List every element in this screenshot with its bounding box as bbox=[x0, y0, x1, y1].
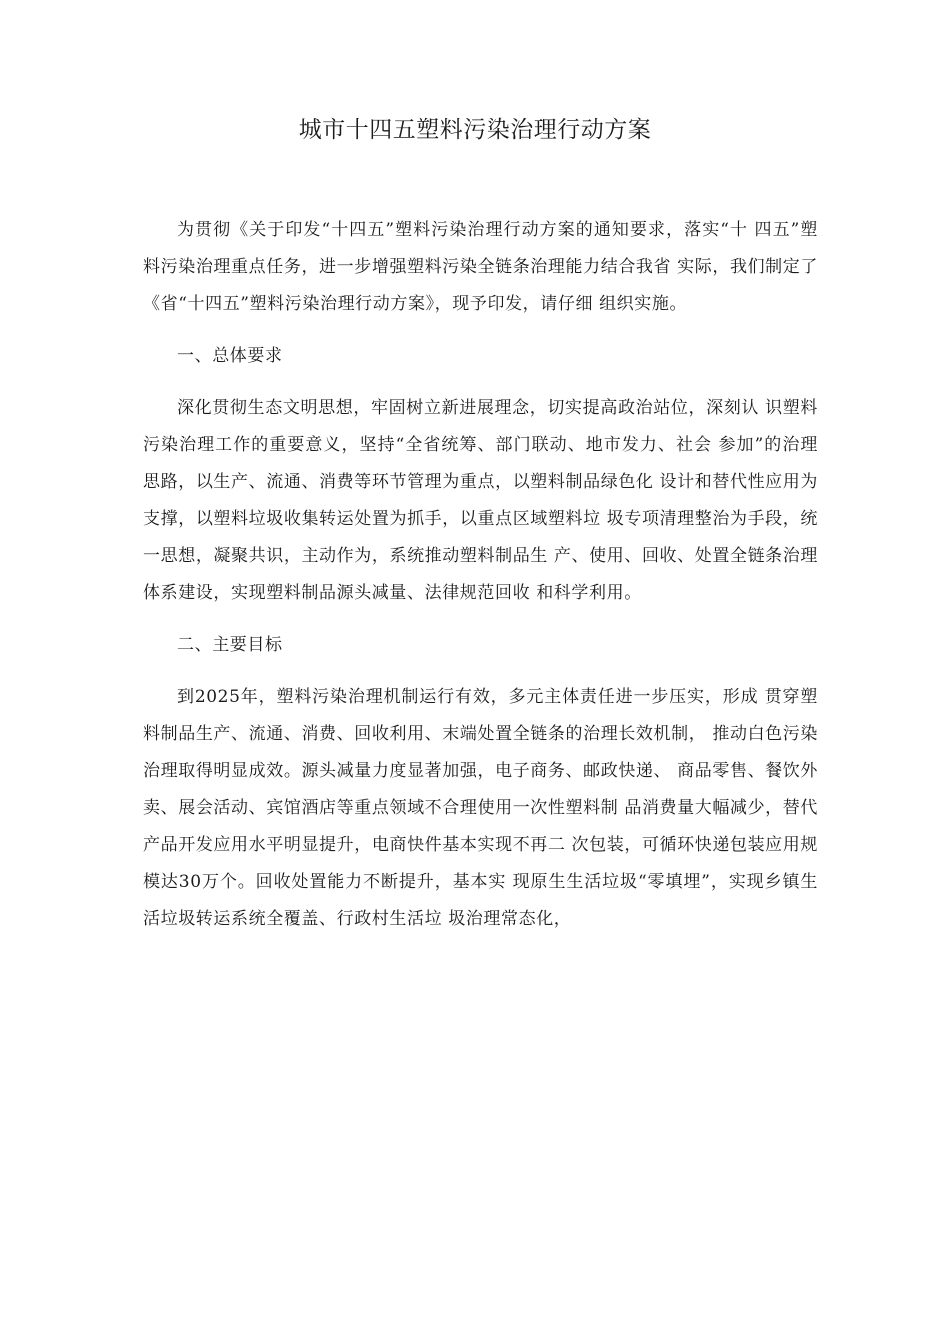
spacer bbox=[143, 375, 818, 390]
document-title: 城市十四五塑料污染治理行动方案 bbox=[298, 117, 652, 143]
spacer bbox=[143, 323, 818, 338]
section-heading-general-requirements: 一、总体要求 bbox=[177, 346, 283, 366]
section-paragraph-main-goals: 到2025年，塑料污染治理机制运行有效，多元主体责任进一步压实，形成 贯穿塑料制品生产、流通、消费、回收利用、末端处置全链条的治理长效机制， 推动白色污染治理取得明显成效。源头减量力度显著加强，电子商务、邮政快递、 商品零售、餐饮外卖、展会活动、宾馆酒店等重点领域不合理使用一次性塑料制 品消费量大幅减少，替代产品开发应用水平明显提升，电商快件基本实现不再二 次包装，可循环快递包装应用规模达30万个。回收处置能力不断提升，基本实 现原生生活垃圾“零填埋”，实现乡镇生活垃圾转运系统全覆盖、行政村生活垃 圾治理常态化， bbox=[143, 687, 818, 929]
document-body bbox=[143, 212, 818, 938]
intro-paragraph: 为贯彻《关于印发“十四五”塑料污染治理行动方案的通知要求，落实“十 四五”塑料污染治理重点任务，进一步增强塑料污染全链条治理能力结合我省 实际，我们制定了《省“十四五”塑料污染治理行动方案》，现予印发，请仔细 组织实施。 bbox=[143, 220, 818, 314]
spacer bbox=[143, 612, 818, 627]
section-heading-main-goals: 二、主要目标 bbox=[177, 635, 283, 655]
spacer bbox=[143, 664, 818, 679]
section-paragraph-general-requirements: 深化贯彻生态文明思想，牢固树立新进展理念，切实提高政治站位，深刻认 识塑料污染治理工作的重要意义，坚持“全省统筹、部门联动、地市发力、社会 参加”的治理思路，以生产、流通、消费等环节管理为重点，以塑料制品绿色化 设计和替代性应用为支撑，以塑料垃圾收集转运处置为抓手，以重点区域塑料垃 圾专项清理整治为手段，统一思想，凝聚共识，主动作为，系统推动塑料制品生 产、使用、回收、处置全链条治理体系建设，实现塑料制品源头减量、法律规范回收 和科学利用。 bbox=[143, 398, 818, 603]
